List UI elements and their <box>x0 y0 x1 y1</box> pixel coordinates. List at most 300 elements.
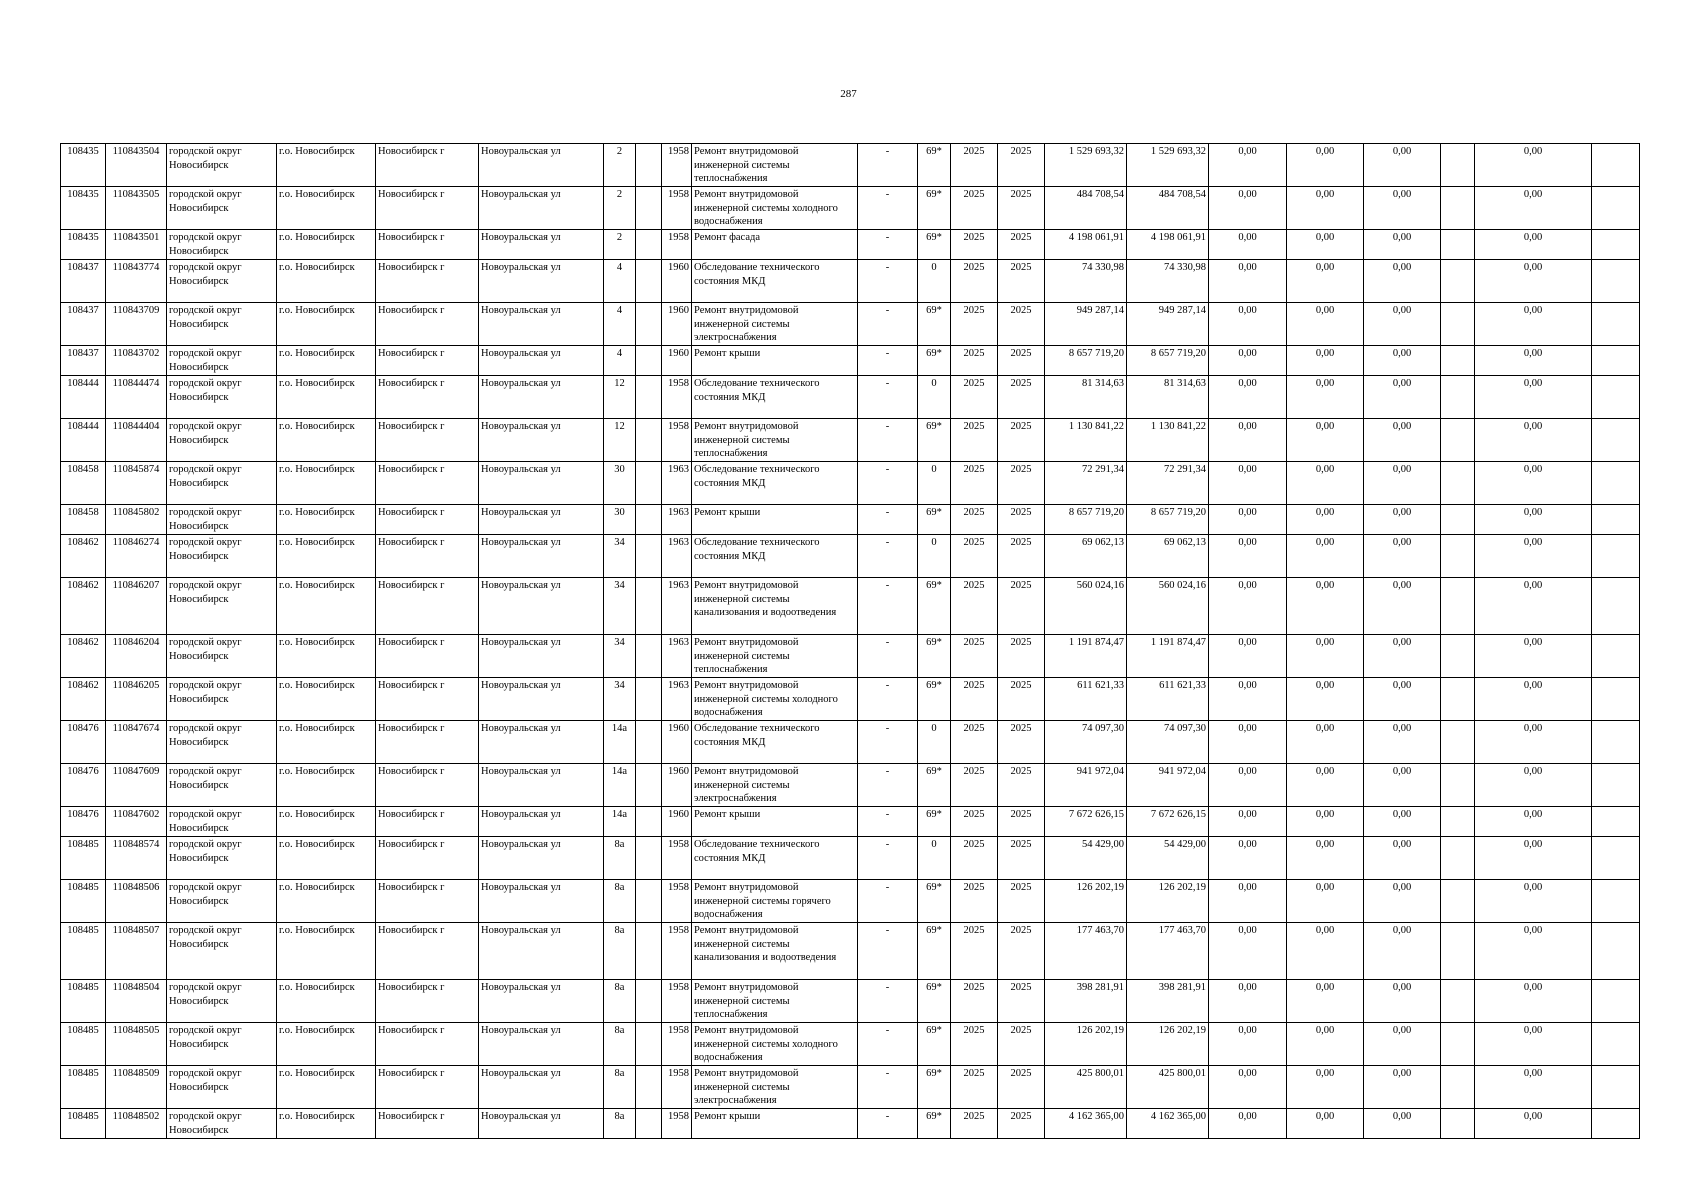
cell-house: 8а <box>604 880 636 923</box>
cell-empty-1 <box>1441 721 1475 764</box>
cell-amount-1: 0,00 <box>1209 303 1287 346</box>
cell-amount-4: 0,00 <box>1475 187 1592 230</box>
cell-amount-1: 0,00 <box>1209 419 1287 462</box>
cell-year-start: 2025 <box>951 376 998 419</box>
cell-cost-fund: 4 162 365,00 <box>1127 1109 1209 1139</box>
cell-work-code: 110848507 <box>106 923 167 980</box>
cell-cost-total: 8 657 719,20 <box>1045 346 1127 376</box>
cell-street: Новоуральская ул <box>479 230 604 260</box>
cell-amount-3: 0,00 <box>1364 678 1441 721</box>
cell-city: Новосибирск г <box>376 807 479 837</box>
cell-district: г.о. Новосибирск <box>277 505 376 535</box>
cell-city: Новосибирск г <box>376 980 479 1023</box>
cell-amount-4: 0,00 <box>1475 535 1592 578</box>
cell-dash: - <box>858 376 918 419</box>
cell-street: Новоуральская ул <box>479 505 604 535</box>
table-row <box>61 303 1640 346</box>
cell-amount-1: 0,00 <box>1209 1109 1287 1139</box>
cell-municipality: городской округ Новосибирск <box>167 807 277 837</box>
cell-cost-fund: 126 202,19 <box>1127 880 1209 923</box>
cell-dash: - <box>858 678 918 721</box>
cell-wear: 69* <box>918 144 951 187</box>
cell-district: г.о. Новосибирск <box>277 635 376 678</box>
cell-year-start: 2025 <box>951 260 998 303</box>
cell-work-type: Ремонт внутридомовой инженерной системы горячего водоснабжения <box>692 880 858 923</box>
cell-region-code: 108476 <box>61 807 106 837</box>
cell-empty-1 <box>1441 187 1475 230</box>
cell-street: Новоуральская ул <box>479 837 604 880</box>
cell-work-code: 110843505 <box>106 187 167 230</box>
cell-year-start: 2025 <box>951 535 998 578</box>
cell-district: г.о. Новосибирск <box>277 1023 376 1066</box>
cell-cost-fund: 7 672 626,15 <box>1127 807 1209 837</box>
cell-amount-1: 0,00 <box>1209 346 1287 376</box>
cell-house: 4 <box>604 346 636 376</box>
cell-city: Новосибирск г <box>376 462 479 505</box>
cell-empty-2 <box>1592 376 1640 419</box>
cell-work-code: 110847609 <box>106 764 167 807</box>
cell-cost-fund: 72 291,34 <box>1127 462 1209 505</box>
cell-amount-2: 0,00 <box>1287 419 1364 462</box>
cell-street: Новоуральская ул <box>479 346 604 376</box>
cell-amount-3: 0,00 <box>1364 462 1441 505</box>
cell-empty-2 <box>1592 260 1640 303</box>
table-row <box>61 535 1640 578</box>
cell-empty-2 <box>1592 807 1640 837</box>
cell-empty-1 <box>1441 1109 1475 1139</box>
table-row <box>61 1066 1640 1109</box>
cell-street: Новоуральская ул <box>479 764 604 807</box>
cell-work-code: 110843702 <box>106 346 167 376</box>
cell-amount-2: 0,00 <box>1287 923 1364 980</box>
cell-work-type: Ремонт внутридомовой инженерной системы теплоснабжения <box>692 144 858 187</box>
cell-year-start: 2025 <box>951 303 998 346</box>
cell-wear: 0 <box>918 260 951 303</box>
cell-year-built: 1963 <box>662 678 692 721</box>
cell-cost-fund: 177 463,70 <box>1127 923 1209 980</box>
cell-building <box>636 678 662 721</box>
cell-amount-1: 0,00 <box>1209 462 1287 505</box>
cell-amount-3: 0,00 <box>1364 1023 1441 1066</box>
cell-empty-2 <box>1592 635 1640 678</box>
cell-municipality: городской округ Новосибирск <box>167 230 277 260</box>
cell-district: г.о. Новосибирск <box>277 376 376 419</box>
cell-empty-1 <box>1441 880 1475 923</box>
cell-city: Новосибирск г <box>376 721 479 764</box>
cell-year-built: 1958 <box>662 923 692 980</box>
cell-empty-1 <box>1441 980 1475 1023</box>
cell-empty-1 <box>1441 462 1475 505</box>
cell-wear: 0 <box>918 376 951 419</box>
cell-cost-total: 126 202,19 <box>1045 1023 1127 1066</box>
cell-work-type: Ремонт фасада <box>692 230 858 260</box>
cell-building <box>636 578 662 635</box>
cell-cost-total: 8 657 719,20 <box>1045 505 1127 535</box>
cell-year-built: 1960 <box>662 764 692 807</box>
cell-street: Новоуральская ул <box>479 880 604 923</box>
table-row <box>61 505 1640 535</box>
cell-empty-1 <box>1441 635 1475 678</box>
cell-dash: - <box>858 807 918 837</box>
cell-street: Новоуральская ул <box>479 535 604 578</box>
cell-work-code: 110848509 <box>106 1066 167 1109</box>
cell-empty-1 <box>1441 505 1475 535</box>
cell-empty-1 <box>1441 764 1475 807</box>
cell-amount-1: 0,00 <box>1209 187 1287 230</box>
cell-year-built: 1958 <box>662 880 692 923</box>
cell-amount-4: 0,00 <box>1475 303 1592 346</box>
cell-year-built: 1963 <box>662 635 692 678</box>
cell-municipality: городской округ Новосибирск <box>167 923 277 980</box>
table-row <box>61 980 1640 1023</box>
cell-amount-4: 0,00 <box>1475 578 1592 635</box>
cell-cost-total: 425 800,01 <box>1045 1066 1127 1109</box>
cell-year-end: 2025 <box>998 807 1045 837</box>
cell-city: Новосибирск г <box>376 1023 479 1066</box>
cell-work-code: 110846274 <box>106 535 167 578</box>
cell-year-built: 1960 <box>662 807 692 837</box>
cell-street: Новоуральская ул <box>479 260 604 303</box>
cell-municipality: городской округ Новосибирск <box>167 144 277 187</box>
cell-house: 8а <box>604 1023 636 1066</box>
cell-wear: 69* <box>918 303 951 346</box>
cell-amount-2: 0,00 <box>1287 837 1364 880</box>
cell-amount-2: 0,00 <box>1287 260 1364 303</box>
cell-year-built: 1963 <box>662 505 692 535</box>
cell-year-built: 1960 <box>662 346 692 376</box>
cell-cost-total: 1 130 841,22 <box>1045 419 1127 462</box>
cell-amount-1: 0,00 <box>1209 635 1287 678</box>
table-row <box>61 923 1640 980</box>
cell-cost-total: 126 202,19 <box>1045 880 1127 923</box>
cell-dash: - <box>858 721 918 764</box>
cell-district: г.о. Новосибирск <box>277 1066 376 1109</box>
cell-cost-total: 484 708,54 <box>1045 187 1127 230</box>
cell-work-type: Обследование технического состояния МКД <box>692 462 858 505</box>
cell-wear: 0 <box>918 837 951 880</box>
cell-building <box>636 1066 662 1109</box>
cell-empty-1 <box>1441 1066 1475 1109</box>
cell-cost-fund: 398 281,91 <box>1127 980 1209 1023</box>
cell-cost-fund: 941 972,04 <box>1127 764 1209 807</box>
cell-year-end: 2025 <box>998 721 1045 764</box>
cell-municipality: городской округ Новосибирск <box>167 346 277 376</box>
cell-empty-2 <box>1592 837 1640 880</box>
cell-amount-4: 0,00 <box>1475 260 1592 303</box>
cell-cost-total: 560 024,16 <box>1045 578 1127 635</box>
cell-year-end: 2025 <box>998 880 1045 923</box>
cell-year-start: 2025 <box>951 1023 998 1066</box>
cell-building <box>636 230 662 260</box>
table-row <box>61 346 1640 376</box>
cell-district: г.о. Новосибирск <box>277 721 376 764</box>
cell-work-code: 110843501 <box>106 230 167 260</box>
cell-wear: 69* <box>918 505 951 535</box>
cell-street: Новоуральская ул <box>479 462 604 505</box>
cell-wear: 69* <box>918 1066 951 1109</box>
cell-street: Новоуральская ул <box>479 303 604 346</box>
table-row <box>61 635 1640 678</box>
cell-work-type: Ремонт внутридомовой инженерной системы холодного водоснабжения <box>692 187 858 230</box>
cell-street: Новоуральская ул <box>479 376 604 419</box>
cell-amount-4: 0,00 <box>1475 419 1592 462</box>
cell-amount-2: 0,00 <box>1287 346 1364 376</box>
cell-dash: - <box>858 1109 918 1139</box>
cell-cost-total: 941 972,04 <box>1045 764 1127 807</box>
cell-year-built: 1963 <box>662 462 692 505</box>
cell-wear: 69* <box>918 346 951 376</box>
cell-wear: 69* <box>918 764 951 807</box>
cell-city: Новосибирск г <box>376 535 479 578</box>
cell-empty-2 <box>1592 1109 1640 1139</box>
cell-wear: 0 <box>918 462 951 505</box>
cell-city: Новосибирск г <box>376 187 479 230</box>
cell-amount-4: 0,00 <box>1475 1023 1592 1066</box>
cell-year-built: 1958 <box>662 1109 692 1139</box>
cell-year-end: 2025 <box>998 923 1045 980</box>
cell-amount-4: 0,00 <box>1475 980 1592 1023</box>
cell-cost-total: 72 291,34 <box>1045 462 1127 505</box>
cell-year-start: 2025 <box>951 880 998 923</box>
cell-work-type: Ремонт крыши <box>692 505 858 535</box>
cell-amount-4: 0,00 <box>1475 1066 1592 1109</box>
cell-region-code: 108462 <box>61 635 106 678</box>
cell-year-start: 2025 <box>951 807 998 837</box>
cell-year-built: 1958 <box>662 230 692 260</box>
cell-district: г.о. Новосибирск <box>277 346 376 376</box>
cell-work-type: Обследование технического состояния МКД <box>692 260 858 303</box>
cell-empty-2 <box>1592 230 1640 260</box>
cell-municipality: городской округ Новосибирск <box>167 419 277 462</box>
cell-year-end: 2025 <box>998 462 1045 505</box>
cell-work-code: 110848505 <box>106 1023 167 1066</box>
cell-year-start: 2025 <box>951 764 998 807</box>
cell-work-code: 110846207 <box>106 578 167 635</box>
cell-year-built: 1958 <box>662 376 692 419</box>
cell-year-start: 2025 <box>951 1066 998 1109</box>
cell-building <box>636 635 662 678</box>
cell-building <box>636 837 662 880</box>
cell-work-type: Обследование технического состояния МКД <box>692 721 858 764</box>
cell-year-end: 2025 <box>998 837 1045 880</box>
cell-region-code: 108462 <box>61 678 106 721</box>
cell-year-start: 2025 <box>951 635 998 678</box>
cell-city: Новосибирск г <box>376 678 479 721</box>
cell-amount-2: 0,00 <box>1287 1066 1364 1109</box>
cell-cost-fund: 1 130 841,22 <box>1127 419 1209 462</box>
cell-region-code: 108444 <box>61 419 106 462</box>
cell-amount-3: 0,00 <box>1364 230 1441 260</box>
cell-wear: 69* <box>918 807 951 837</box>
cell-empty-2 <box>1592 764 1640 807</box>
cell-region-code: 108437 <box>61 303 106 346</box>
cell-amount-2: 0,00 <box>1287 880 1364 923</box>
cell-street: Новоуральская ул <box>479 1109 604 1139</box>
cell-wear: 69* <box>918 1109 951 1139</box>
cell-house: 8а <box>604 923 636 980</box>
cell-amount-4: 0,00 <box>1475 230 1592 260</box>
cell-work-code: 110847674 <box>106 721 167 764</box>
cell-work-code: 110843504 <box>106 144 167 187</box>
cell-work-code: 110845802 <box>106 505 167 535</box>
cell-district: г.о. Новосибирск <box>277 144 376 187</box>
cell-city: Новосибирск г <box>376 346 479 376</box>
cell-cost-total: 398 281,91 <box>1045 980 1127 1023</box>
cell-wear: 69* <box>918 419 951 462</box>
cell-dash: - <box>858 230 918 260</box>
cell-year-end: 2025 <box>998 1109 1045 1139</box>
cell-empty-1 <box>1441 1023 1475 1066</box>
cell-empty-2 <box>1592 880 1640 923</box>
cell-city: Новосибирск г <box>376 837 479 880</box>
cell-amount-2: 0,00 <box>1287 144 1364 187</box>
cell-dash: - <box>858 260 918 303</box>
cell-dash: - <box>858 144 918 187</box>
cell-city: Новосибирск г <box>376 923 479 980</box>
cell-year-end: 2025 <box>998 678 1045 721</box>
cell-work-code: 110843709 <box>106 303 167 346</box>
table-row <box>61 837 1640 880</box>
cell-year-built: 1963 <box>662 535 692 578</box>
cell-municipality: городской округ Новосибирск <box>167 187 277 230</box>
cell-wear: 0 <box>918 535 951 578</box>
cell-cost-total: 611 621,33 <box>1045 678 1127 721</box>
table-row <box>61 578 1640 635</box>
cell-year-end: 2025 <box>998 144 1045 187</box>
cell-work-code: 110848504 <box>106 980 167 1023</box>
cell-municipality: городской округ Новосибирск <box>167 880 277 923</box>
cell-house: 12 <box>604 419 636 462</box>
cell-work-type: Обследование технического состояния МКД <box>692 535 858 578</box>
cell-region-code: 108458 <box>61 505 106 535</box>
cell-cost-total: 949 287,14 <box>1045 303 1127 346</box>
cell-empty-1 <box>1441 346 1475 376</box>
cell-amount-4: 0,00 <box>1475 505 1592 535</box>
cell-empty-2 <box>1592 1023 1640 1066</box>
cell-street: Новоуральская ул <box>479 187 604 230</box>
cell-amount-1: 0,00 <box>1209 376 1287 419</box>
cell-house: 2 <box>604 144 636 187</box>
cell-city: Новосибирск г <box>376 635 479 678</box>
cell-district: г.о. Новосибирск <box>277 578 376 635</box>
cell-region-code: 108485 <box>61 923 106 980</box>
cell-region-code: 108458 <box>61 462 106 505</box>
cell-year-start: 2025 <box>951 923 998 980</box>
cell-region-code: 108462 <box>61 535 106 578</box>
cell-district: г.о. Новосибирск <box>277 923 376 980</box>
cell-year-end: 2025 <box>998 535 1045 578</box>
cell-street: Новоуральская ул <box>479 578 604 635</box>
table-row <box>61 764 1640 807</box>
cell-empty-1 <box>1441 578 1475 635</box>
cell-amount-2: 0,00 <box>1287 721 1364 764</box>
cell-municipality: городской округ Новосибирск <box>167 764 277 807</box>
table-row <box>61 721 1640 764</box>
cell-cost-fund: 949 287,14 <box>1127 303 1209 346</box>
cell-year-built: 1958 <box>662 837 692 880</box>
cell-amount-3: 0,00 <box>1364 505 1441 535</box>
cell-empty-1 <box>1441 837 1475 880</box>
cell-empty-2 <box>1592 923 1640 980</box>
cell-amount-1: 0,00 <box>1209 837 1287 880</box>
cell-house: 14а <box>604 807 636 837</box>
cell-year-end: 2025 <box>998 505 1045 535</box>
cell-house: 8а <box>604 1109 636 1139</box>
cell-city: Новосибирск г <box>376 376 479 419</box>
cell-work-type: Ремонт внутридомовой инженерной системы теплоснабжения <box>692 419 858 462</box>
cell-amount-4: 0,00 <box>1475 462 1592 505</box>
cell-year-start: 2025 <box>951 837 998 880</box>
cell-district: г.о. Новосибирск <box>277 462 376 505</box>
cell-cost-fund: 74 330,98 <box>1127 260 1209 303</box>
cell-dash: - <box>858 1066 918 1109</box>
cell-amount-1: 0,00 <box>1209 260 1287 303</box>
cell-cost-fund: 126 202,19 <box>1127 1023 1209 1066</box>
cell-year-built: 1960 <box>662 303 692 346</box>
cell-cost-fund: 4 198 061,91 <box>1127 230 1209 260</box>
cell-building <box>636 980 662 1023</box>
cell-amount-2: 0,00 <box>1287 505 1364 535</box>
cell-year-start: 2025 <box>951 230 998 260</box>
cell-cost-total: 177 463,70 <box>1045 923 1127 980</box>
cell-amount-3: 0,00 <box>1364 980 1441 1023</box>
cell-district: г.о. Новосибирск <box>277 1109 376 1139</box>
cell-house: 14а <box>604 764 636 807</box>
page-number: 287 <box>840 88 857 100</box>
cell-house: 2 <box>604 187 636 230</box>
cell-region-code: 108485 <box>61 880 106 923</box>
cell-year-start: 2025 <box>951 187 998 230</box>
cell-building <box>636 535 662 578</box>
cell-street: Новоуральская ул <box>479 635 604 678</box>
cell-amount-2: 0,00 <box>1287 535 1364 578</box>
cell-work-type: Ремонт крыши <box>692 1109 858 1139</box>
cell-cost-fund: 69 062,13 <box>1127 535 1209 578</box>
table-row <box>61 678 1640 721</box>
cell-street: Новоуральская ул <box>479 807 604 837</box>
cell-amount-4: 0,00 <box>1475 1109 1592 1139</box>
cell-district: г.о. Новосибирск <box>277 187 376 230</box>
cell-year-start: 2025 <box>951 721 998 764</box>
cell-cost-fund: 81 314,63 <box>1127 376 1209 419</box>
cell-city: Новосибирск г <box>376 880 479 923</box>
cell-building <box>636 144 662 187</box>
cell-year-built: 1958 <box>662 980 692 1023</box>
cell-street: Новоуральская ул <box>479 721 604 764</box>
cell-building <box>636 376 662 419</box>
cell-amount-3: 0,00 <box>1364 721 1441 764</box>
cell-amount-4: 0,00 <box>1475 880 1592 923</box>
cell-work-type: Ремонт внутридомовой инженерной системы теплоснабжения <box>692 980 858 1023</box>
cell-dash: - <box>858 346 918 376</box>
cell-city: Новосибирск г <box>376 230 479 260</box>
cell-work-code: 110845874 <box>106 462 167 505</box>
cell-amount-1: 0,00 <box>1209 230 1287 260</box>
cell-municipality: городской округ Новосибирск <box>167 980 277 1023</box>
cell-amount-1: 0,00 <box>1209 535 1287 578</box>
cell-amount-3: 0,00 <box>1364 1109 1441 1139</box>
cell-amount-1: 0,00 <box>1209 678 1287 721</box>
cell-region-code: 108485 <box>61 1109 106 1139</box>
cell-cost-total: 1 191 874,47 <box>1045 635 1127 678</box>
cell-work-code: 110848506 <box>106 880 167 923</box>
cell-work-code: 110846205 <box>106 678 167 721</box>
cell-amount-3: 0,00 <box>1364 635 1441 678</box>
cell-cost-total: 69 062,13 <box>1045 535 1127 578</box>
cell-building <box>636 346 662 376</box>
cell-empty-1 <box>1441 260 1475 303</box>
table-row <box>61 376 1640 419</box>
